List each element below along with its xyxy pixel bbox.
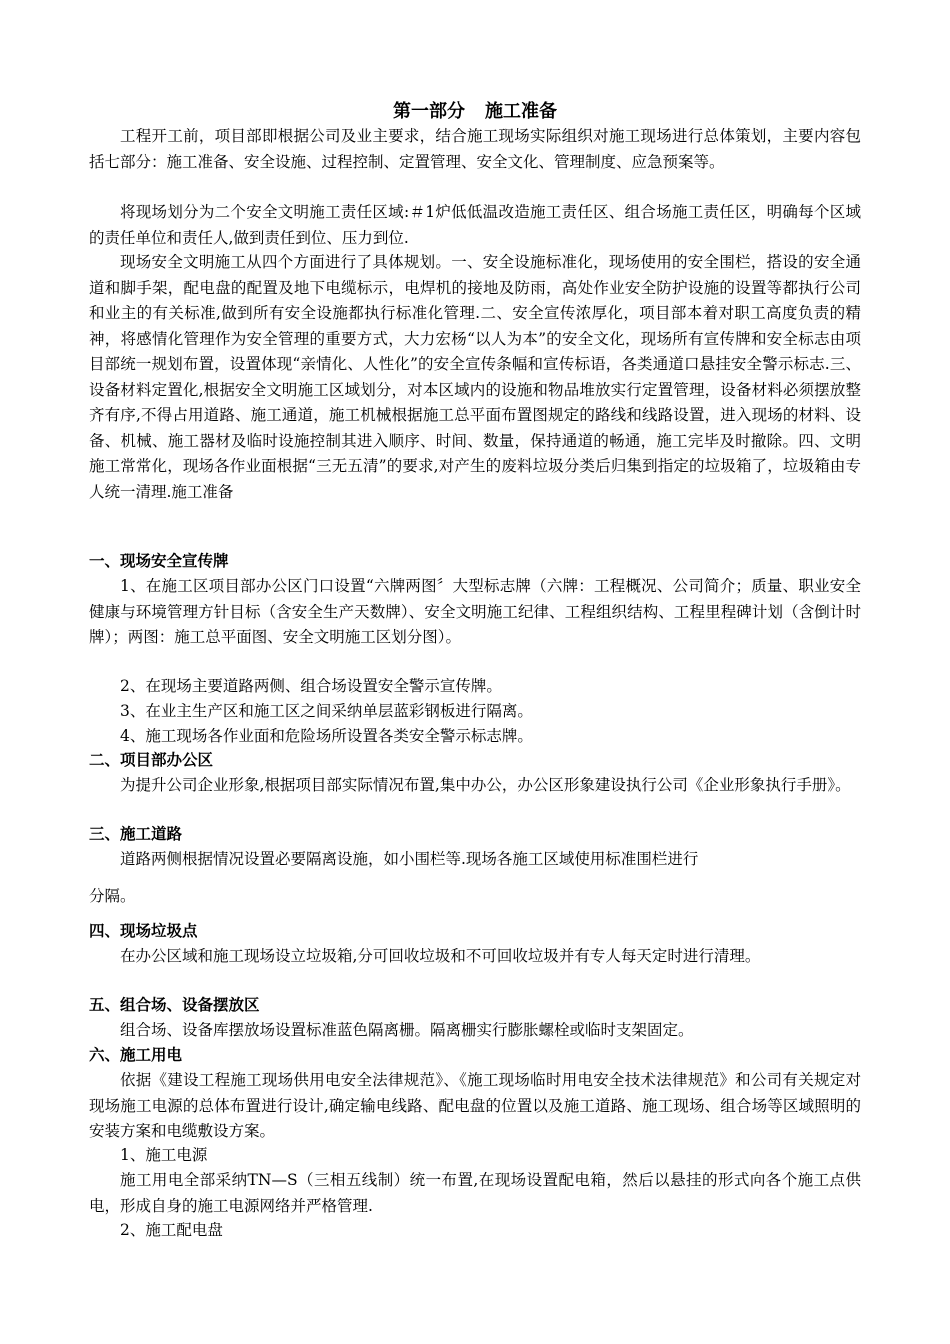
section-6-sub-2: 2、施工配电盘 xyxy=(120,1221,223,1239)
section-6-sub-1: 1、施工电源 xyxy=(120,1146,208,1164)
planning-paragraph: 现场安全文明施工从四个方面进行了具体规划。一、安全设施标准化，现场使用的安全围栏，搭设的安全通道和脚手架，配电盘的配置及地下电缆标示，电焊机的接地及防雨，高处作业安全防护设施的设置等都执行公司和业主的有关标准,做到所有安全设施都执行标准化管理.二、安全宣传浓厚化，项目部本着对职工高度负责的精神，将感情化管理作为安全管理的重要方式，大力宏杨“以人为本”的安全文化，现场所有宣传牌和安全标志由项目部统一规划布置，设置体现“亲情化、人性化”的安全宣传条幅和宣传标语，各类通道口悬挂安全警示标志.三、设备材料定置化,根据安全文明施工区域划分，对本区域内的设施和物品堆放实行定置管理，设备材料必须摆放整齐有序,不得占用道路、施工通道，施工机械根据施工总平面布置图规定的路线和线路设置，进入现场的材料、设备、机械、施工器材及临时设施控制其进入顺序、时间、数量，保持通道的畅通，施工完毕及时撤除。四、文明施工常常化，现场各作业面根据“三无五清”的要求,对产生的废料垃圾分类后归集到指定的垃圾箱了，垃圾箱由专人统一清理.施工准备 xyxy=(89,253,861,501)
section-heading-4: 四、现场垃圾点 xyxy=(89,922,198,940)
section-heading-5: 五、组合场、设备摆放区 xyxy=(89,996,260,1014)
section-1-item-2: 2、在现场主要道路两侧、组合场设置安全警示宣传牌。 xyxy=(120,677,502,695)
section-heading-2: 二、项目部办公区 xyxy=(89,751,214,769)
section-4-text: 在办公区域和施工现场设立垃圾箱,分可回收垃圾和不可回收垃圾并有专人每天定时进行清理。 xyxy=(120,947,761,965)
section-1-item-3: 3、在业主生产区和施工区之间采纳单层蓝彩钢板进行隔离。 xyxy=(120,702,533,720)
section-heading-6: 六、施工用电 xyxy=(89,1046,183,1064)
section-6-text: 依据《建设工程施工现场供用电安全法律规范》、《施工现场临时用电安全技术法律规范》和公司有关规定对现场施工电源的总体布置进行设计,确定输电线路、配电盘的位置以及施工道路、施工现场、组合场等区域照明的安装方案和电缆敷设方案。 xyxy=(89,1071,861,1140)
section-heading-1: 一、现场安全宣传牌 xyxy=(89,552,229,570)
section-1-item-4: 4、施工现场各作业面和危险场所设置各类安全警示标志牌。 xyxy=(120,727,533,745)
section-1-item-1: 1、在施工区项目部办公区门口设置“六牌两图〞大型标志牌（六牌：工程概况、公司简介；质量、职业安全健康与环境管理方针目标（含安全生产天数牌）、安全文明施工纪律、工程组织结构、工程里程碑计划（含倒计时牌）；两图：施工总平面图、安全文明施工区划分图）。 xyxy=(89,577,861,646)
section-2-text: 为提升公司企业形象,根据项目部实际情况布置,集中办公，办公区形象建设执行公司《企业形象执行手册》。 xyxy=(120,776,851,794)
section-5-text: 组合场、设备库摆放场设置标准蓝色隔离栅。隔离栅实行膨胀螺栓或临时支架固定。 xyxy=(120,1021,694,1039)
section-6-sub-1-text: 施工用电全部采纳TN—S（三相五线制）统一布置,在现场设置配电箱，然后以悬挂的形式向各个施工点供电，形成自身的施工电源网络并严格管理. xyxy=(89,1171,861,1215)
title-part: 第一部分 xyxy=(393,101,465,122)
title-name: 施工准备 xyxy=(485,101,557,122)
zone-paragraph: 将现场划分为二个安全文明施工责任区域:＃1炉低低温改造施工责任区、组合场施工责任区，明确每个区域的责任单位和责任人,做到责任到位、压力到位. xyxy=(89,203,861,247)
section-heading-3: 三、施工道路 xyxy=(89,825,183,843)
page-title xyxy=(0,100,950,124)
section-3-text-cont: 分隔。 xyxy=(89,887,136,905)
section-3-text: 道路两侧根据情况设置必要隔离设施，如小围栏等.现场各施工区域使用标准围栏进行 xyxy=(120,850,699,868)
intro-paragraph: 工程开工前，项目部即根据公司及业主要求，结合施工现场实际组织对施工现场进行总体策划，主要内容包括七部分：施工准备、安全设施、过程控制、定置管理、安全文化、管理制度、应急预案等。 xyxy=(89,127,861,171)
